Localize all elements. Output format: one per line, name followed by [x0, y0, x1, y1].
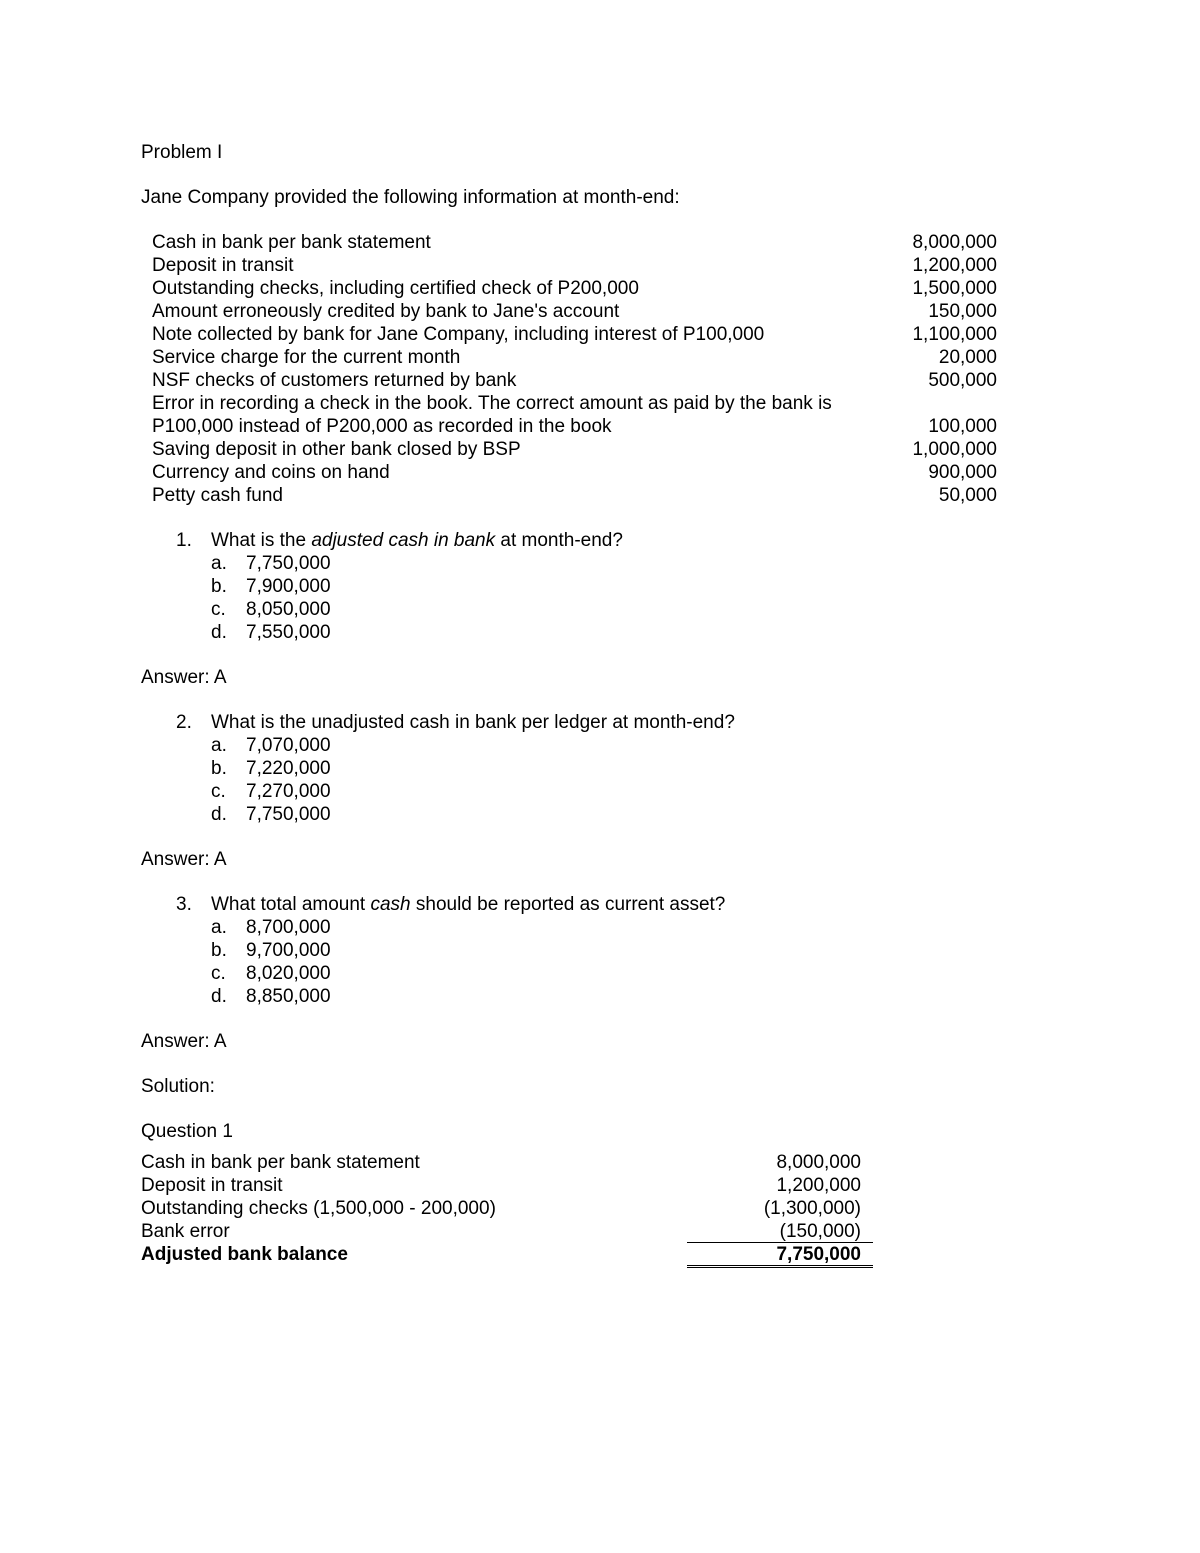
solution-row — [141, 1151, 873, 1174]
given-row — [152, 461, 997, 484]
option-letter: d. — [211, 804, 227, 825]
option-text: 7,900,000 — [246, 576, 331, 597]
option — [211, 552, 1041, 575]
document-page — [141, 141, 1041, 1266]
given-label: NSF checks of customers returned by bank — [152, 370, 517, 391]
stem-part: at month-end? — [495, 530, 623, 551]
option-text: 8,850,000 — [246, 986, 331, 1007]
stem-part: What total amount — [211, 894, 371, 915]
option-letter: c. — [211, 963, 226, 984]
given-row — [152, 300, 997, 323]
option-text: 8,700,000 — [246, 917, 331, 938]
option — [211, 962, 1041, 985]
option-text: 8,020,000 — [246, 963, 331, 984]
given-row — [152, 346, 997, 369]
intro-text: Jane Company provided the following information at month-end: — [141, 187, 680, 208]
option — [211, 780, 1041, 803]
option — [211, 598, 1041, 621]
question-text — [211, 529, 623, 552]
option — [211, 803, 1041, 826]
given-row — [152, 392, 997, 438]
question-number: 1. — [176, 530, 192, 551]
question-number: 2. — [176, 712, 192, 733]
option — [211, 939, 1041, 962]
given-row — [152, 369, 997, 392]
solution-row — [141, 1220, 873, 1243]
solution-label: Deposit in transit — [141, 1175, 283, 1196]
solution-amount: 1,200,000 — [776, 1175, 861, 1196]
given-amount: 100,000 — [928, 416, 997, 437]
options-list — [211, 916, 1041, 1008]
option-text: 7,750,000 — [246, 804, 331, 825]
solution-heading: Solution: — [141, 1076, 215, 1097]
given-amount: 1,000,000 — [912, 439, 997, 460]
given-data-list — [152, 231, 997, 507]
question-1 — [176, 529, 1041, 644]
option-letter: b. — [211, 940, 227, 961]
option-letter: a. — [211, 735, 227, 756]
option-letter: c. — [211, 599, 226, 620]
solution-row — [141, 1174, 873, 1197]
stem-part: should be reported as current asset? — [410, 894, 726, 915]
option-text: 8,050,000 — [246, 599, 331, 620]
solution-total-label: Adjusted bank balance — [141, 1244, 348, 1265]
given-label: Petty cash fund — [152, 485, 283, 506]
problem-title: Problem I — [141, 142, 223, 163]
answer-2: Answer: A — [141, 849, 227, 870]
given-label: Amount erroneously credited by bank to Jane's account — [152, 301, 620, 322]
question-stem — [176, 529, 1041, 552]
stem-part: What is the — [211, 530, 312, 551]
given-amount: 8,000,000 — [912, 232, 997, 253]
option-text: 7,750,000 — [246, 553, 331, 574]
option-letter: a. — [211, 917, 227, 938]
option — [211, 575, 1041, 598]
question-3 — [176, 893, 1041, 1008]
given-label: Deposit in transit — [152, 255, 294, 276]
option — [211, 734, 1041, 757]
question-text: What is the unadjusted cash in bank per ledger at month-end? — [211, 712, 735, 733]
question-number: 3. — [176, 894, 192, 915]
options-list — [211, 552, 1041, 644]
option-text: 7,070,000 — [246, 735, 331, 756]
answer-3: Answer: A — [141, 1031, 227, 1052]
given-row — [152, 484, 997, 507]
option — [211, 985, 1041, 1008]
option-letter: b. — [211, 576, 227, 597]
given-label: Error in recording a check in the book. The correct amount as paid by the bank is P100,000 instead of P200,000 as recorded in the book — [152, 393, 832, 437]
given-label: Outstanding checks, including certified check of P200,000 — [152, 278, 639, 299]
solution-table — [141, 1151, 873, 1266]
solution-amount: (150,000) — [687, 1220, 873, 1243]
given-row — [152, 231, 997, 254]
solution-row — [141, 1197, 873, 1220]
given-row — [152, 277, 997, 300]
option — [211, 621, 1041, 644]
solution-total-amount: 7,750,000 — [687, 1243, 873, 1268]
option — [211, 757, 1041, 780]
solution-label: Bank error — [141, 1221, 230, 1242]
given-amount: 1,500,000 — [912, 278, 997, 299]
option-text: 9,700,000 — [246, 940, 331, 961]
given-row — [152, 438, 997, 461]
option-text: 7,220,000 — [246, 758, 331, 779]
given-label: Cash in bank per bank statement — [152, 232, 431, 253]
given-amount: 20,000 — [938, 347, 997, 368]
option-letter: b. — [211, 758, 227, 779]
option-letter: d. — [211, 622, 227, 643]
given-label: Note collected by bank for Jane Company, including interest of P100,000 — [152, 324, 765, 345]
option-letter: d. — [211, 986, 227, 1007]
option-letter: a. — [211, 553, 227, 574]
given-label: Saving deposit in other bank closed by BSP — [152, 439, 521, 460]
given-amount: 500,000 — [928, 370, 997, 391]
solution-amount: 8,000,000 — [776, 1152, 861, 1173]
given-row — [152, 254, 997, 277]
options-list — [211, 734, 1041, 826]
given-amount: 900,000 — [928, 462, 997, 483]
question-stem — [176, 711, 1041, 734]
given-amount: 50,000 — [938, 485, 997, 506]
solution-amount: (1,300,000) — [763, 1198, 861, 1219]
option-text: 7,550,000 — [246, 622, 331, 643]
solution-question-label: Question 1 — [141, 1121, 233, 1142]
stem-italic: adjusted cash in bank — [311, 530, 496, 551]
solution-total-row — [141, 1243, 873, 1266]
given-amount: 150,000 — [928, 301, 997, 322]
question-2 — [176, 711, 1041, 826]
option-text: 7,270,000 — [246, 781, 331, 802]
question-stem — [176, 893, 1041, 916]
answer-1: Answer: A — [141, 667, 227, 688]
stem-italic: cash — [370, 894, 411, 915]
given-amount: 1,200,000 — [912, 255, 997, 276]
option-letter: c. — [211, 781, 226, 802]
given-amount: 1,100,000 — [912, 324, 997, 345]
given-row — [152, 323, 997, 346]
question-text — [211, 893, 725, 916]
solution-label: Outstanding checks (1,500,000 - 200,000) — [141, 1198, 496, 1219]
given-label: Currency and coins on hand — [152, 462, 390, 483]
solution-label: Cash in bank per bank statement — [141, 1152, 420, 1173]
given-label: Service charge for the current month — [152, 347, 461, 368]
option — [211, 916, 1041, 939]
